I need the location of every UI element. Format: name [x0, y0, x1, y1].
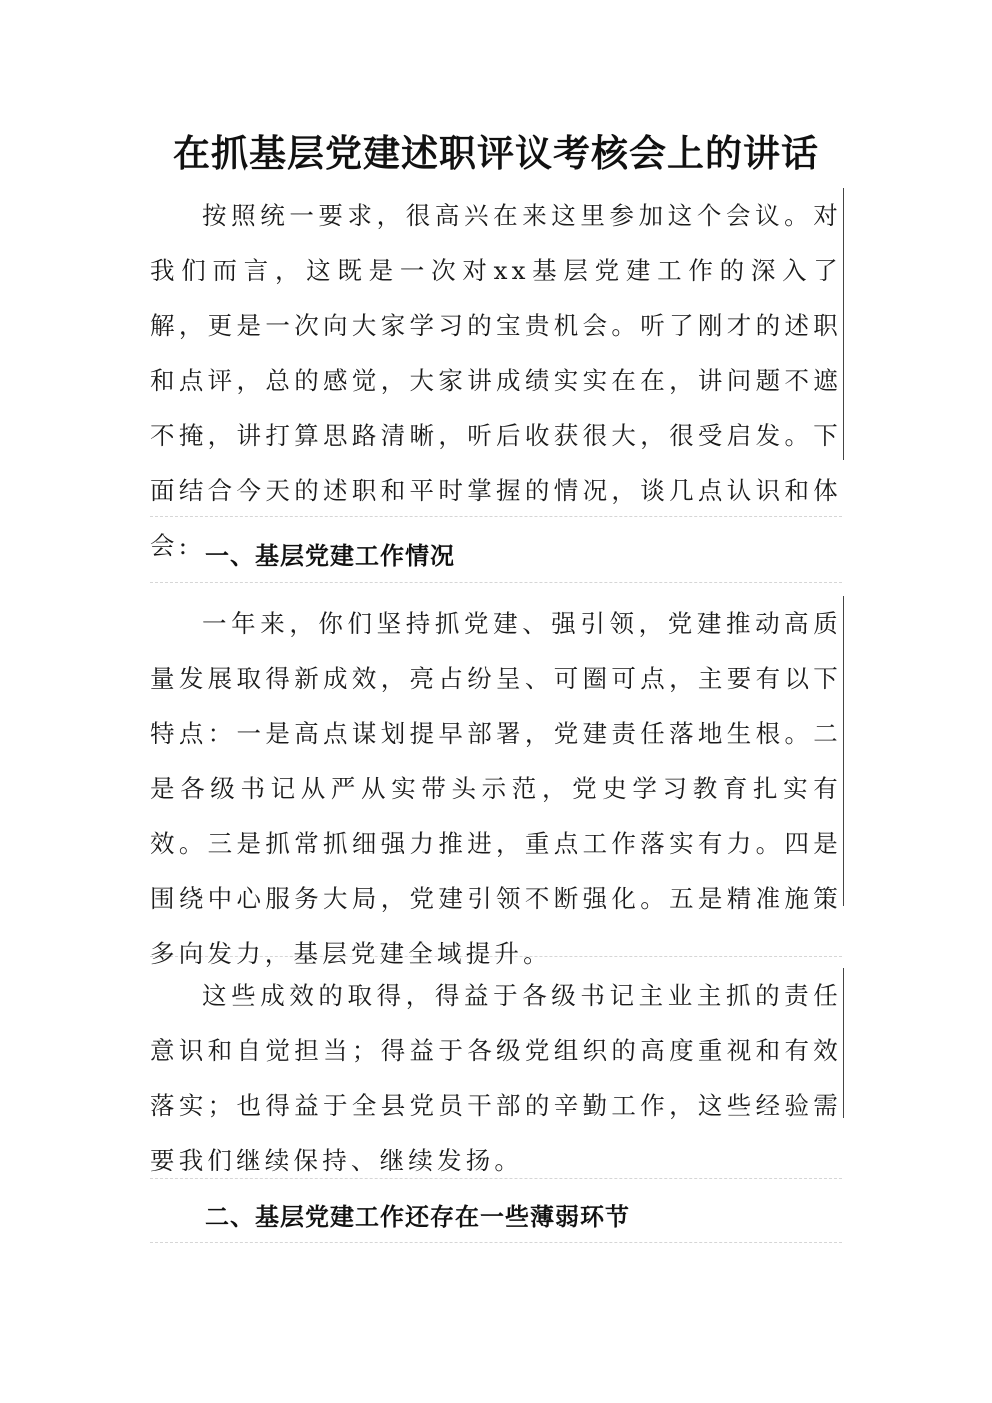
- margin-rule: [843, 596, 844, 906]
- section-heading: 二、基层党建工作还存在一些薄弱环节: [205, 1203, 630, 1231]
- margin-rule: [843, 968, 844, 1118]
- section2-heading-block: [150, 1192, 842, 1243]
- section1-paragraph2-block: [150, 968, 842, 1179]
- section1-heading-block: [150, 530, 842, 583]
- section-heading: 一、基层党建工作情况: [205, 542, 455, 570]
- body-paragraph: 这些成效的取得，得益于各级书记主业主抓的责任意识和自觉担当；得益于各级党组织的高度重视和有效落实；也得益于全县党员干部的辛勤工作，这些经验需要我们继续保持、继续发扬。: [150, 981, 842, 1175]
- section1-paragraph1-block: [150, 596, 842, 968]
- body-paragraph: 一年来，你们坚持抓党建、强引领，党建推动高质量发展取得新成效，亮占纷呈、可圈可点，主要有以下特点：一是高点谋划提早部署，党建责任落地生根。二是各级书记从严从实带头示范，党史学习教育扎实有效。三是抓常抓细强力推进，重点工作落实有力。四是围绕中心服务大局，党建引领不断强化。五是精准施策多向发力，基层党建全域提升。: [150, 609, 842, 968]
- intro-paragraph: 按照统一要求，很高兴在来这里参加这个会议。对我们而言，这既是一次对xx基层党建工作的深入了解，更是一次向大家学习的宝贵机会。听了刚才的述职和点评，总的感觉，大家讲成绩实实在在，讲问题不遮不掩，讲打算思路清晰，听后收获很大，很受启发。下面结合今天的述职和平时掌握的情况，谈几点认识和体会:: [150, 201, 842, 560]
- document-title: 在抓基层党建述职评议考核会上的讲话: [173, 131, 819, 175]
- margin-rule: [843, 188, 844, 460]
